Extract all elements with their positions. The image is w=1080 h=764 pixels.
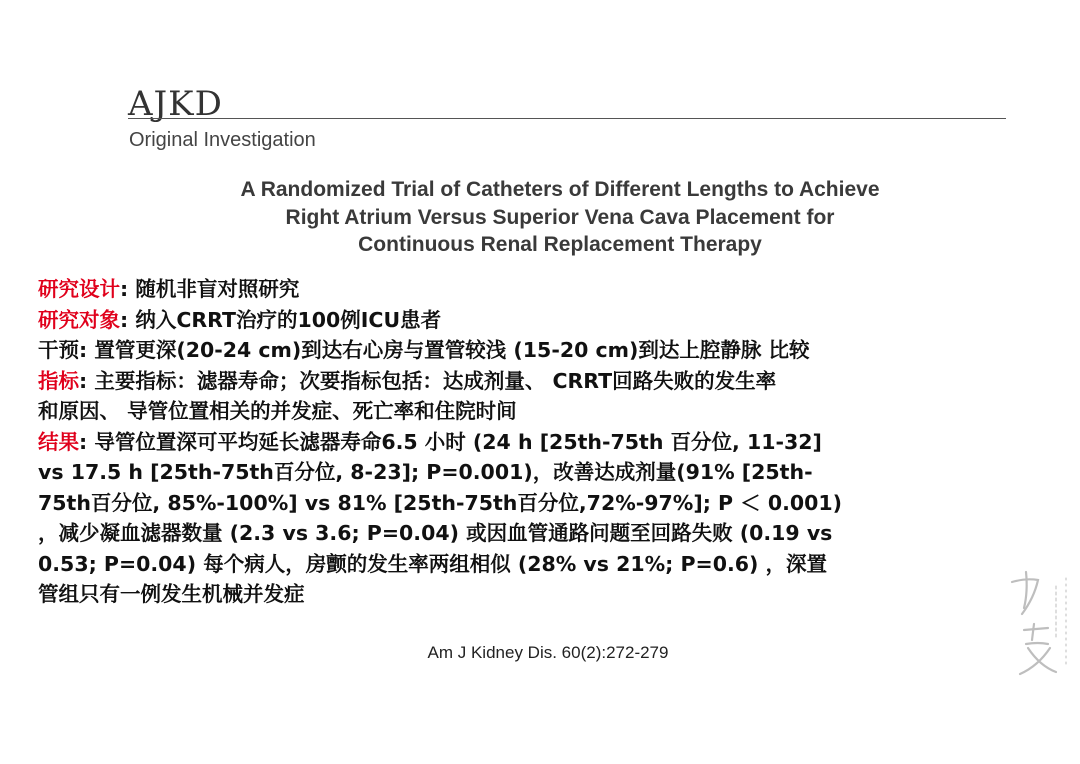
results-line (38, 427, 1028, 458)
indicators-line (38, 366, 1028, 397)
header-rule (128, 118, 1006, 119)
study-summary (38, 274, 1028, 610)
paper-title-line: Continuous Renal Replacement Therapy (358, 233, 762, 256)
results-line-continued: 75th百分位, 85%-100%] vs 81% [25th-75th百分位,72%-97%]; P ＜ 0.001) (38, 490, 843, 515)
intervention-line: 干预: 置管更深(20-24 cm)到达右心房与置管较浅 (15-20 cm)到达上腔静脉 比较 (38, 338, 810, 362)
section-label: Original Investigation (129, 129, 316, 151)
indicators-label: 指标 (38, 368, 79, 393)
results-line-continued: 0.53; P=0.04) 每个病人，房颤的发生率两组相似 (28% vs 21%; P=0.6) ，深置 (38, 551, 828, 576)
design-line (38, 274, 1028, 305)
results-line-continued: ，减少凝血滤器数量 (2.3 vs 3.6; P=0.04) 或因血管通路问题至回路失败 (0.19 vs (38, 521, 833, 545)
subjects-line (38, 305, 1028, 336)
results-line-continued: 管组只有一例发生机械并发症 (38, 582, 305, 606)
subjects-text: : 纳入CRRT治疗的100例ICU患者 (120, 307, 442, 332)
paper-title (150, 176, 970, 259)
watermark-seal-icon (1004, 568, 1074, 680)
paper-title-line: A Randomized Trial of Catheters of Different Lengths to Achieve (240, 178, 880, 201)
results-text: : 导管位置深可平均延长滤器寿命6.5 小时 (24 h [25th-75th 百分位, 11-32] (79, 429, 822, 454)
results-line-continued: vs 17.5 h [25th-75th百分位, 8-23]; P=0.001)，改善达成剂量(91% [25th- (38, 460, 813, 484)
indicators-text: : 主要指标：滤器寿命；次要指标包括：达成剂量、 CRRT回路失败的发生率 (79, 368, 777, 393)
citation: Am J Kidney Dis. 60(2):272-279 (427, 643, 669, 662)
subjects-label: 研究对象 (38, 307, 120, 332)
journal-logo: AJKD (128, 84, 223, 124)
indicators-line-continued: 和原因、 导管位置相关的并发症、死亡率和住院时间 (38, 399, 517, 423)
design-label: 研究设计 (38, 277, 120, 301)
design-text: : 随机非盲对照研究 (120, 277, 300, 301)
paper-title-line: Right Atrium Versus Superior Vena Cava Placement for (285, 205, 835, 229)
results-label: 结果 (38, 429, 79, 454)
